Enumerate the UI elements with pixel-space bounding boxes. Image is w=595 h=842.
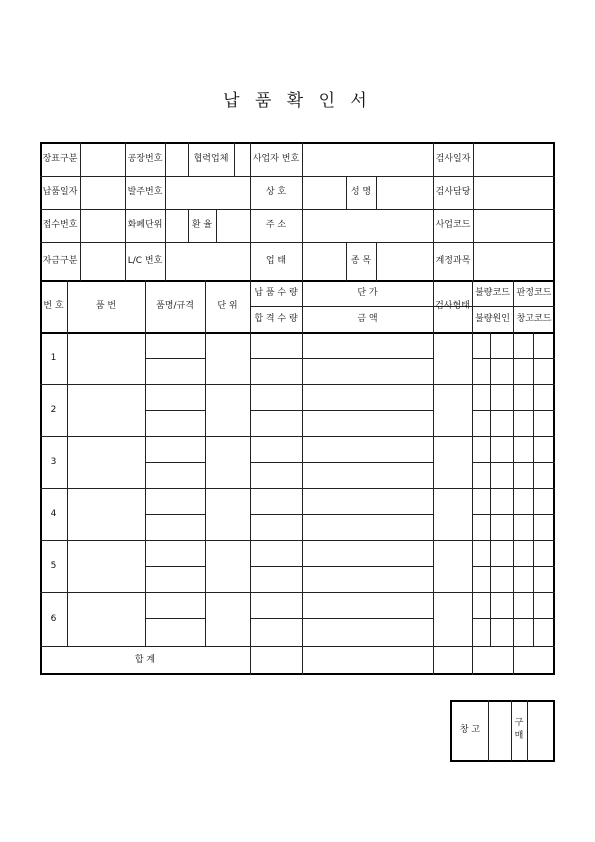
label-representative: 성 명 bbox=[350, 187, 372, 197]
col-delivery-qty: 납 품 수 량 bbox=[254, 287, 298, 298]
label-business-type: 업 태 bbox=[265, 255, 287, 266]
grid-line bbox=[376, 242, 377, 281]
grid-line bbox=[472, 280, 473, 675]
grid-line bbox=[553, 700, 555, 761]
label-account: 계정과목 bbox=[435, 255, 471, 266]
grid-line bbox=[145, 566, 206, 567]
grid-line bbox=[80, 142, 81, 281]
grid-line bbox=[472, 618, 555, 619]
grid-line bbox=[40, 540, 555, 541]
grid-line bbox=[472, 410, 555, 411]
col-unit: 단 위 bbox=[217, 300, 238, 311]
label-currency: 화폐단위 bbox=[127, 220, 163, 230]
label-slip-type: 장표구분 bbox=[42, 154, 78, 164]
grid-line bbox=[234, 142, 235, 177]
row-number: 2 bbox=[50, 404, 57, 415]
label-partner: 협력업체 bbox=[193, 154, 229, 164]
col-number: 번 호 bbox=[43, 300, 64, 311]
grid-line bbox=[527, 700, 528, 761]
warehouse-label: 창 고 bbox=[459, 724, 481, 735]
label-address: 주 소 bbox=[265, 220, 287, 230]
label-business-code: 사업코드 bbox=[435, 220, 471, 230]
grid-line bbox=[40, 332, 555, 334]
label-delivery-date: 납품일자 bbox=[42, 187, 78, 197]
page-title: 납 품 확 인 서 bbox=[223, 91, 372, 111]
label-lc-no: L/C 번호 bbox=[127, 255, 163, 266]
grid-line bbox=[165, 142, 166, 281]
grid-line bbox=[40, 488, 555, 489]
grid-line bbox=[302, 142, 303, 281]
grid-line bbox=[472, 566, 555, 567]
grid-line bbox=[145, 514, 206, 515]
grid-line bbox=[250, 566, 434, 567]
row-number: 4 bbox=[50, 508, 57, 519]
grid-line bbox=[302, 280, 303, 675]
label-inspector: 검사담당 bbox=[435, 187, 471, 197]
grid-line bbox=[472, 358, 555, 359]
row-number: 6 bbox=[50, 613, 57, 624]
grid-line bbox=[145, 358, 206, 359]
grid-line bbox=[553, 142, 555, 675]
grid-line bbox=[250, 358, 434, 359]
col-inspection-type: 검사형태 bbox=[435, 300, 470, 311]
label-company-name: 상 호 bbox=[265, 187, 287, 197]
grid-line bbox=[250, 618, 434, 619]
label-business-item: 종 목 bbox=[350, 255, 372, 266]
grid-line bbox=[472, 514, 555, 515]
grid-line bbox=[250, 280, 251, 675]
col-pass-qty: 합 격 수 량 bbox=[254, 313, 298, 324]
col-storage-code: 창고코드 bbox=[516, 313, 552, 324]
grid-line bbox=[376, 176, 377, 210]
col-amount: 금 액 bbox=[357, 313, 378, 324]
col-part-no: 품 번 bbox=[95, 300, 117, 311]
grid-line bbox=[40, 436, 555, 437]
grid-line bbox=[145, 410, 206, 411]
grid-line bbox=[450, 760, 555, 762]
grid-line bbox=[40, 592, 555, 593]
col-judgement-code: 판정코드 bbox=[516, 287, 552, 298]
total-label: 합 계 bbox=[134, 654, 156, 665]
row-number: 3 bbox=[50, 456, 57, 467]
grid-line bbox=[533, 332, 534, 647]
grid-line bbox=[216, 209, 217, 243]
label-business-no: 사업자 번호 bbox=[252, 154, 300, 164]
grid-line bbox=[145, 618, 206, 619]
col-unit-price: 단 가 bbox=[357, 287, 378, 298]
grid-line bbox=[250, 514, 434, 515]
col-defect-cause: 불량원인 bbox=[475, 313, 510, 324]
grid-line bbox=[473, 142, 474, 281]
label-receipt-no: 접수번호 bbox=[42, 220, 78, 230]
grid-line bbox=[40, 384, 555, 385]
grid-line bbox=[433, 280, 434, 675]
col-defect-code: 불량코드 bbox=[475, 287, 510, 298]
grid-line bbox=[490, 332, 491, 647]
label-order-no: 발주번호 bbox=[127, 187, 163, 197]
grid-line bbox=[488, 700, 489, 761]
label-fund-type: 자금구분 bbox=[42, 255, 78, 266]
grid-line bbox=[250, 410, 434, 411]
row-number: 1 bbox=[50, 352, 57, 363]
grid-line bbox=[450, 700, 452, 761]
grid-line bbox=[472, 462, 555, 463]
label-factory-no: 공장번호 bbox=[127, 154, 163, 164]
grid-line bbox=[513, 280, 514, 675]
purchase-label: 구 매 bbox=[514, 718, 524, 741]
grid-line bbox=[250, 462, 434, 463]
label-exchange-rate: 환 율 bbox=[191, 220, 213, 230]
label-inspection-date: 검사일자 bbox=[435, 154, 471, 164]
col-name-spec: 품명/규격 bbox=[156, 300, 194, 311]
row-number: 5 bbox=[50, 560, 57, 571]
grid-line bbox=[145, 462, 206, 463]
